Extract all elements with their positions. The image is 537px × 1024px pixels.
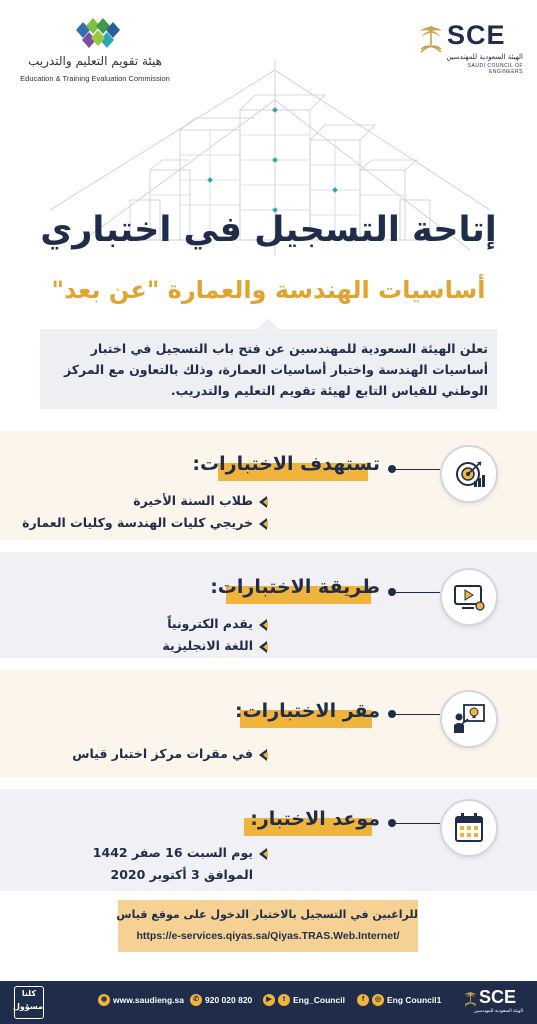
section-heading-text: موعد الاختبار: [250, 808, 380, 830]
footer-phone[interactable] [190, 994, 252, 1012]
sce-logo-text: SCE [447, 20, 506, 50]
connector-dot [388, 819, 396, 827]
footer-website[interactable] [98, 994, 184, 1012]
section-icon-circle [440, 445, 498, 503]
kulluna-line1: كلنا [21, 989, 37, 998]
palm-swords-icon [417, 22, 445, 56]
etec-name-en: Education & Training Evaluation Commission [20, 74, 170, 83]
footer-twitter[interactable] [263, 994, 345, 1012]
page-title: إتاحة التسجيل في اختباري [40, 210, 497, 250]
section-heading-text: طريقة الاختبارات: [210, 576, 380, 598]
section-heading-text: مقر الاختبارات: [234, 700, 380, 722]
intro-text: تعلن الهيئة السعودية للمهندسين عن فتح باب التسجيل في اختبار أساسيات الهندسة واختبار أساسيات العمارة، وذلك بالتعاون مع المركز الوطني للقياس التابع لهيئة تقويم التعليم والتدريب. [63, 341, 488, 398]
chevron-left-icon [259, 641, 269, 653]
connector-dot [388, 588, 396, 596]
section-heading [234, 700, 380, 730]
list-item [162, 616, 269, 638]
bullet-list [162, 616, 269, 660]
chevron-left-icon [259, 749, 269, 761]
footer-website-text: www.saudieng.sa [113, 995, 185, 1005]
chevron-left-icon [259, 619, 269, 631]
kulluna-line2: مسؤول [12, 1002, 43, 1011]
footer-facebook-text: Eng Council1 [387, 995, 442, 1005]
connector-line [392, 592, 440, 593]
list-item [93, 845, 269, 867]
list-item-text: خريجي كليات الهندسة وكليات العمارة [22, 515, 253, 530]
section-location [0, 670, 537, 777]
list-item [72, 746, 269, 768]
list-item [22, 515, 269, 537]
sce-name-en: SAUDI COUNCIL OF ENGINEERS [467, 63, 523, 75]
kulluna-masoul-logo [14, 986, 44, 1019]
footer-phone-text: 920 020 820 [205, 995, 253, 1005]
section-icon-circle [440, 799, 498, 857]
footer [0, 981, 537, 1024]
globe-icon: ◉ [98, 994, 110, 1006]
list-item [93, 867, 269, 889]
section-heading [192, 453, 380, 483]
connector-dot [388, 710, 396, 718]
section-heading [244, 808, 380, 838]
connector-dot [388, 465, 396, 473]
sce-name-ar: الهيئة السعودية للمهندسين [446, 53, 523, 61]
online-video-icon [452, 580, 486, 614]
palm-swords-icon [463, 989, 478, 1009]
list-item-text: اللغة الانجليزية [162, 638, 253, 653]
bullet-list [93, 845, 269, 889]
presenter-idea-icon [452, 702, 486, 736]
page-subtitle: أساسيات الهندسة والعمارة "عن بعد" [51, 276, 486, 304]
chevron-left-icon [259, 496, 269, 508]
footer-sce-logo [463, 987, 523, 1019]
bullet-list [22, 493, 269, 537]
facebook-icon: f [357, 994, 369, 1006]
list-item [22, 493, 269, 515]
section-icon-circle [440, 568, 498, 626]
phone-icon: ✆ [190, 994, 202, 1006]
registration-box [118, 900, 418, 952]
twitter-icon: t [278, 994, 290, 1006]
connector-line [392, 469, 440, 470]
etec-mark-icon [70, 16, 126, 52]
instagram-icon: ◎ [372, 994, 384, 1006]
section-date [0, 789, 537, 891]
footer-twitter-text: Eng_Council [293, 995, 345, 1005]
section-heading [210, 576, 380, 606]
chevron-left-icon [259, 848, 269, 860]
calendar-icon [452, 811, 486, 845]
section-heading-text: تستهدف الاختبارات: [192, 453, 380, 475]
list-item-text: الموافق 3 أكتوبر 2020 [110, 867, 253, 882]
list-item [162, 638, 269, 660]
registration-text: للراغبين في التسجيل بالاختبار الدخول على موقع قياس [116, 908, 418, 921]
target-gear-icon [452, 457, 486, 491]
registration-link[interactable]: https://e-services.qiyas.sa/Qiyas.TRAS.Web.Internet/ [136, 930, 400, 942]
connector-line [392, 823, 440, 824]
list-item-text: يقدم الكترونياً [167, 616, 253, 631]
connector-line [392, 714, 440, 715]
etec-name-ar: هيئة تقويم التعليم والتدريب [28, 54, 162, 68]
section-target [0, 431, 537, 540]
header [0, 0, 537, 330]
chevron-left-icon [259, 518, 269, 530]
list-item-text: في مقرات مركز اختبار قياس [72, 746, 253, 761]
youtube-icon: ▶ [263, 994, 275, 1006]
section-icon-circle [440, 690, 498, 748]
bullet-list [72, 746, 269, 768]
footer-facebook[interactable] [357, 994, 441, 1012]
footer-logo-sub: الهيئة السعودية للمهندسين [473, 1009, 523, 1014]
list-item-text: طلاب السنة الأخيرة [133, 493, 253, 508]
footer-logo-text: SCE [479, 987, 517, 1007]
section-method [0, 552, 537, 658]
list-item-text: يوم السبت 16 صفر 1442 [92, 845, 253, 860]
